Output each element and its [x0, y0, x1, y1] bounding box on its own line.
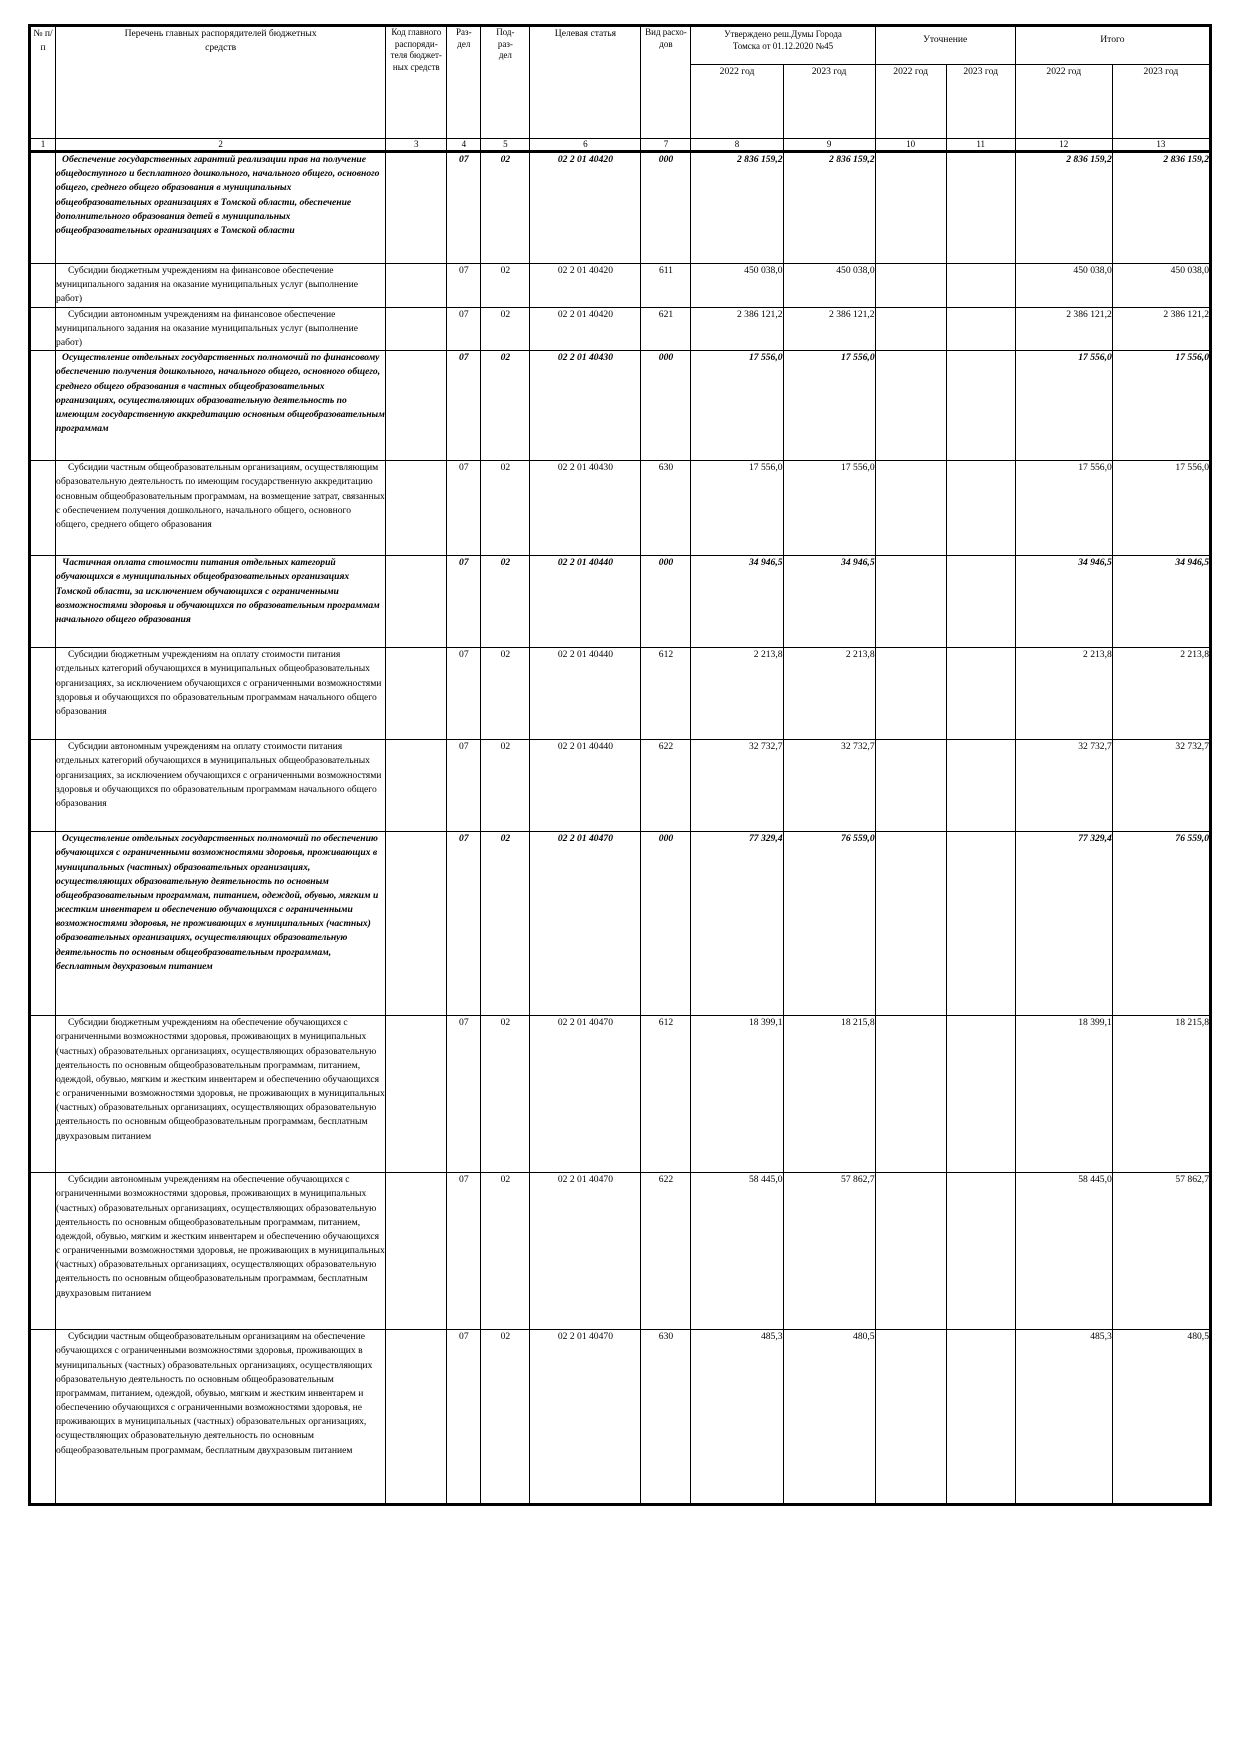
cell-number: [30, 648, 56, 740]
total-2023: 2 836 159,2: [1112, 152, 1210, 264]
table-row: [30, 1330, 1211, 1505]
distributor-code: [386, 307, 447, 351]
total-2022: 450 038,0: [1015, 264, 1112, 308]
approved-2023: 2 836 159,2: [783, 152, 875, 264]
approved-2022: 2 836 159,2: [691, 152, 783, 264]
approved-2022: 2 213,8: [691, 648, 783, 740]
item-name: Субсидии автономным учреждениям на финансовое обеспечение муниципального задания на оказание муниципальных услуг (выполнение работ): [56, 307, 386, 351]
total-2022: 58 445,0: [1015, 1173, 1112, 1330]
item-name: Субсидии бюджетным учреждениям на обеспечение обучающихся с ограниченными возможностями здоровья, проживающих в муниципальных (частных) образовательных организациях, осуществляющих образовательную деятельность по основным общеобразовательным программам, питанием, одеждой, обувью, мягким и жестким инвентарем и обеспечению обучающихся с ограниченными возможностями здоровья, не проживающих в муниципальных (частных) образовательных организациях, осуществляющих образовательную деятельность по основным общеобразовательным программам, бесплатным двухразовым питанием: [56, 1016, 386, 1173]
column-index: 10: [875, 139, 946, 152]
column-index: 6: [530, 139, 641, 152]
item-name: Субсидии частным общеобразовательным организациям, осуществляющим образовательную деятельность по имеющим государственную аккредитацию основным общеобразовательным программам, на возмещение затрат, связанных с обеспечением получения дошкольного, начального общего, основного общего, среднего общего образования: [56, 461, 386, 556]
approved-2022: 18 399,1: [691, 1016, 783, 1173]
clarification-2023: [946, 556, 1015, 648]
distributor-code: [386, 351, 447, 461]
approved-2022: 17 556,0: [691, 351, 783, 461]
item-name: Осуществление отдельных государственных полномочий по финансовому обеспечению получения дошкольного, начального общего, основного общего, среднего общего образования в частных общеобразовательных организациях, осуществляющих образовательную деятельность по имеющим государственную аккредитацию основным общеобразовательным программам: [56, 351, 386, 461]
target-article: 02 2 01 40470: [530, 1016, 641, 1173]
podrazdel-code: 02: [481, 1330, 530, 1505]
approved-2023: 2 213,8: [783, 648, 875, 740]
target-article: 02 2 01 40420: [530, 264, 641, 308]
total-2022: 2 836 159,2: [1015, 152, 1112, 264]
razdel-code: 07: [447, 648, 481, 740]
expense-type: 612: [641, 648, 691, 740]
total-2023: 57 862,7: [1112, 1173, 1210, 1330]
table-row: [30, 152, 1211, 264]
clarification-2022: [875, 307, 946, 351]
item-name: Частичная оплата стоимости питания отдельных категорий обучающихся в муниципальных общеобразовательных организациях Томской области, за исключением обучающихся с ограниченными возможностями здоровья и обучающихся по образовательным программам начального общего образования: [56, 556, 386, 648]
target-article: 02 2 01 40470: [530, 1330, 641, 1505]
column-index: 5: [481, 139, 530, 152]
razdel-code: 07: [447, 740, 481, 832]
clarification-2022: [875, 1330, 946, 1505]
target-article: 02 2 01 40470: [530, 1173, 641, 1330]
cell-number: [30, 264, 56, 308]
target-article: 02 2 01 40440: [530, 740, 641, 832]
clarification-2022: [875, 152, 946, 264]
header-distributors: Перечень главных распорядителей бюджетных средств: [56, 26, 386, 139]
header-razdel: Раз-дел: [447, 26, 481, 139]
header-number: № п/п: [30, 26, 56, 139]
cell-number: [30, 307, 56, 351]
razdel-code: 07: [447, 832, 481, 1016]
approved-2022: 34 946,5: [691, 556, 783, 648]
column-index: 2: [56, 139, 386, 152]
total-2023: 17 556,0: [1112, 351, 1210, 461]
podrazdel-code: 02: [481, 1016, 530, 1173]
distributor-code: [386, 1173, 447, 1330]
expense-type: 622: [641, 1173, 691, 1330]
header-total-2023: 2023 год: [1112, 65, 1210, 139]
item-name: Субсидии автономным учреждениям на оплату стоимости питания отдельных категорий обучающихся в муниципальных общеобразовательных организациях, за исключением обучающихся с ограниченными возможностями здоровья и обучающихся по образовательным программам начального общего образования: [56, 740, 386, 832]
clarification-2022: [875, 1173, 946, 1330]
distributor-code: [386, 1016, 447, 1173]
cell-number: [30, 1330, 56, 1505]
clarification-2022: [875, 264, 946, 308]
podrazdel-code: 02: [481, 832, 530, 1016]
total-2022: 2 386 121,2: [1015, 307, 1112, 351]
cell-number: [30, 152, 56, 264]
column-index: 9: [783, 139, 875, 152]
column-index: 12: [1015, 139, 1112, 152]
expense-type: 612: [641, 1016, 691, 1173]
column-index: 3: [386, 139, 447, 152]
budget-table: [28, 24, 1212, 1506]
approved-2023: 18 215,8: [783, 1016, 875, 1173]
item-name: Обеспечение государственных гарантий реализации прав на получение общедоступного и бесплатного дошкольного, начального общего, основного общего, среднего общего образования в муниципальных общеобразовательных организациях в Томской области, обеспечение дополнительного образования детей в муниципальных общеобразовательных организациях в Томской области: [56, 152, 386, 264]
total-2023: 76 559,0: [1112, 832, 1210, 1016]
approved-2022: 17 556,0: [691, 461, 783, 556]
table-row: [30, 832, 1211, 1016]
clarification-2023: [946, 1016, 1015, 1173]
item-name: Субсидии бюджетным учреждениям на оплату стоимости питания отдельных категорий обучающихся в муниципальных общеобразовательных организациях, за исключением обучающихся с ограниченными возможностями здоровья и обучающихся по образовательным программам начального общего образования: [56, 648, 386, 740]
total-2022: 17 556,0: [1015, 461, 1112, 556]
table-row: [30, 264, 1211, 308]
target-article: 02 2 01 40470: [530, 832, 641, 1016]
target-article: 02 2 01 40440: [530, 556, 641, 648]
target-article: 02 2 01 40430: [530, 461, 641, 556]
clarification-2023: [946, 740, 1015, 832]
razdel-code: 07: [447, 1016, 481, 1173]
total-2022: 485,3: [1015, 1330, 1112, 1505]
cell-number: [30, 1016, 56, 1173]
clarification-2023: [946, 264, 1015, 308]
podrazdel-code: 02: [481, 1173, 530, 1330]
approved-2023: 17 556,0: [783, 461, 875, 556]
razdel-code: 07: [447, 1330, 481, 1505]
expense-type: 000: [641, 152, 691, 264]
header-approved: Утверждено реш.Думы Города Томска от 01.12.2020 №45: [691, 26, 875, 65]
razdel-code: 07: [447, 556, 481, 648]
total-2022: 18 399,1: [1015, 1016, 1112, 1173]
total-2022: 32 732,7: [1015, 740, 1112, 832]
razdel-code: 07: [447, 152, 481, 264]
podrazdel-code: 02: [481, 556, 530, 648]
total-2023: 480,5: [1112, 1330, 1210, 1505]
column-index: 8: [691, 139, 783, 152]
distributor-code: [386, 740, 447, 832]
clarification-2022: [875, 648, 946, 740]
cell-number: [30, 832, 56, 1016]
podrazdel-code: 02: [481, 351, 530, 461]
header-total-2022: 2022 год: [1015, 65, 1112, 139]
total-2022: 34 946,5: [1015, 556, 1112, 648]
column-index: 13: [1112, 139, 1210, 152]
header-clarification-2023: 2023 год: [946, 65, 1015, 139]
expense-type: 000: [641, 556, 691, 648]
approved-2022: 450 038,0: [691, 264, 783, 308]
distributor-code: [386, 648, 447, 740]
table-row: [30, 1016, 1211, 1173]
clarification-2022: [875, 832, 946, 1016]
column-index: 4: [447, 139, 481, 152]
clarification-2022: [875, 351, 946, 461]
total-2023: 17 556,0: [1112, 461, 1210, 556]
header-clarification: Уточнение: [875, 26, 1015, 65]
distributor-code: [386, 1330, 447, 1505]
distributor-code: [386, 264, 447, 308]
approved-2023: 76 559,0: [783, 832, 875, 1016]
target-article: 02 2 01 40430: [530, 351, 641, 461]
clarification-2022: [875, 740, 946, 832]
razdel-code: 07: [447, 461, 481, 556]
total-2023: 32 732,7: [1112, 740, 1210, 832]
target-article: 02 2 01 40420: [530, 307, 641, 351]
approved-2022: 58 445,0: [691, 1173, 783, 1330]
approved-2022: 485,3: [691, 1330, 783, 1505]
column-index: 1: [30, 139, 56, 152]
header-podrazdel: Под-раз-дел: [481, 26, 530, 139]
total-2022: 2 213,8: [1015, 648, 1112, 740]
cell-number: [30, 556, 56, 648]
razdel-code: 07: [447, 1173, 481, 1330]
table-row: [30, 1173, 1211, 1330]
item-name: Субсидии бюджетным учреждениям на финансовое обеспечение муниципального задания на оказание муниципальных услуг (выполнение работ): [56, 264, 386, 308]
distributor-code: [386, 461, 447, 556]
clarification-2022: [875, 1016, 946, 1173]
approved-2023: 480,5: [783, 1330, 875, 1505]
cell-number: [30, 351, 56, 461]
approved-2023: 57 862,7: [783, 1173, 875, 1330]
podrazdel-code: 02: [481, 307, 530, 351]
expense-type: 000: [641, 351, 691, 461]
expense-type: 611: [641, 264, 691, 308]
podrazdel-code: 02: [481, 461, 530, 556]
clarification-2023: [946, 351, 1015, 461]
total-2023: 2 213,8: [1112, 648, 1210, 740]
header-total: Итого: [1015, 26, 1210, 65]
total-2023: 450 038,0: [1112, 264, 1210, 308]
clarification-2023: [946, 307, 1015, 351]
table-row: [30, 648, 1211, 740]
clarification-2023: [946, 1330, 1015, 1505]
clarification-2023: [946, 152, 1015, 264]
table-row: [30, 351, 1211, 461]
expense-type: 000: [641, 832, 691, 1016]
table-row: [30, 740, 1211, 832]
table-row: [30, 461, 1211, 556]
podrazdel-code: 02: [481, 740, 530, 832]
total-2023: 34 946,5: [1112, 556, 1210, 648]
podrazdel-code: 02: [481, 648, 530, 740]
table-header: [30, 26, 1211, 152]
clarification-2023: [946, 648, 1015, 740]
distributor-code: [386, 556, 447, 648]
podrazdel-code: 02: [481, 152, 530, 264]
column-index-row: [30, 139, 1211, 152]
expense-type: 621: [641, 307, 691, 351]
approved-2023: 32 732,7: [783, 740, 875, 832]
approved-2022: 77 329,4: [691, 832, 783, 1016]
expense-type: 630: [641, 461, 691, 556]
header-approved-2023: 2023 год: [783, 65, 875, 139]
table-body: [30, 152, 1211, 1505]
table-row: [30, 556, 1211, 648]
clarification-2023: [946, 1173, 1015, 1330]
item-name: Субсидии частным общеобразовательным организациям на обеспечение обучающихся с ограниченными возможностями здоровья, проживающих в муниципальных (частных) образовательных организациях, осуществляющих образовательную деятельность по основным общеобразовательным программам, питанием, одеждой, обувью, мягким и жестким инвентарем и обеспечению обучающихся с ограниченными возможностями здоровья, не проживающих в муниципальных (частных) образовательных организациях, осуществляющих образовательную деятельность по основным общеобразовательным программам, бесплатным двухразовым питанием: [56, 1330, 386, 1505]
razdel-code: 07: [447, 351, 481, 461]
distributor-code: [386, 152, 447, 264]
total-2022: 17 556,0: [1015, 351, 1112, 461]
table-row: [30, 307, 1211, 351]
approved-2023: 17 556,0: [783, 351, 875, 461]
approved-2023: 34 946,5: [783, 556, 875, 648]
header-clarification-2022: 2022 год: [875, 65, 946, 139]
approved-2022: 2 386 121,2: [691, 307, 783, 351]
approved-2023: 2 386 121,2: [783, 307, 875, 351]
total-2022: 77 329,4: [1015, 832, 1112, 1016]
approved-2022: 32 732,7: [691, 740, 783, 832]
clarification-2023: [946, 832, 1015, 1016]
approved-2023: 450 038,0: [783, 264, 875, 308]
header-code: Код главного распоряди-теля бюджет-ных средств: [386, 26, 447, 139]
distributor-code: [386, 832, 447, 1016]
razdel-code: 07: [447, 307, 481, 351]
cell-number: [30, 461, 56, 556]
clarification-2022: [875, 461, 946, 556]
clarification-2022: [875, 556, 946, 648]
header-vid: Вид расхо-дов: [641, 26, 691, 139]
total-2023: 2 386 121,2: [1112, 307, 1210, 351]
expense-type: 630: [641, 1330, 691, 1505]
razdel-code: 07: [447, 264, 481, 308]
column-index: 11: [946, 139, 1015, 152]
total-2023: 18 215,8: [1112, 1016, 1210, 1173]
expense-type: 622: [641, 740, 691, 832]
column-index: 7: [641, 139, 691, 152]
cell-number: [30, 740, 56, 832]
item-name: Субсидии автономным учреждениям на обеспечение обучающихся с ограниченными возможностями здоровья, проживающих в муниципальных (частных) образовательных организациях, осуществляющих образовательную деятельность по основным общеобразовательным программам, питанием, одеждой, обувью, мягким и жестким инвентарем и обеспечению обучающихся с ограниченными возможностями здоровья, не проживающих в муниципальных (частных) образовательных организациях, осуществляющих образовательную деятельность по основным общеобразовательным программам, бесплатным двухразовым питанием: [56, 1173, 386, 1330]
clarification-2023: [946, 461, 1015, 556]
cell-number: [30, 1173, 56, 1330]
podrazdel-code: 02: [481, 264, 530, 308]
item-name: Осуществление отдельных государственных полномочий по обеспечению обучающихся с ограниченными возможностями здоровья, проживающих в муниципальных (частных) образовательных организациях, осуществляющих образовательную деятельность по основным общеобразовательным программам, питанием, одеждой, обувью, мягким и жестким инвентарем и обеспечению обучающихся с ограниченными возможностями здоровья, не проживающих в муниципальных (частных) образовательных организациях, осуществляющих образовательную деятельность по основным общеобразовательным программам, бесплатным двухразовым питанием: [56, 832, 386, 1016]
header-article: Целевая статья: [530, 26, 641, 139]
target-article: 02 2 01 40420: [530, 152, 641, 264]
header-approved-2022: 2022 год: [691, 65, 783, 139]
target-article: 02 2 01 40440: [530, 648, 641, 740]
